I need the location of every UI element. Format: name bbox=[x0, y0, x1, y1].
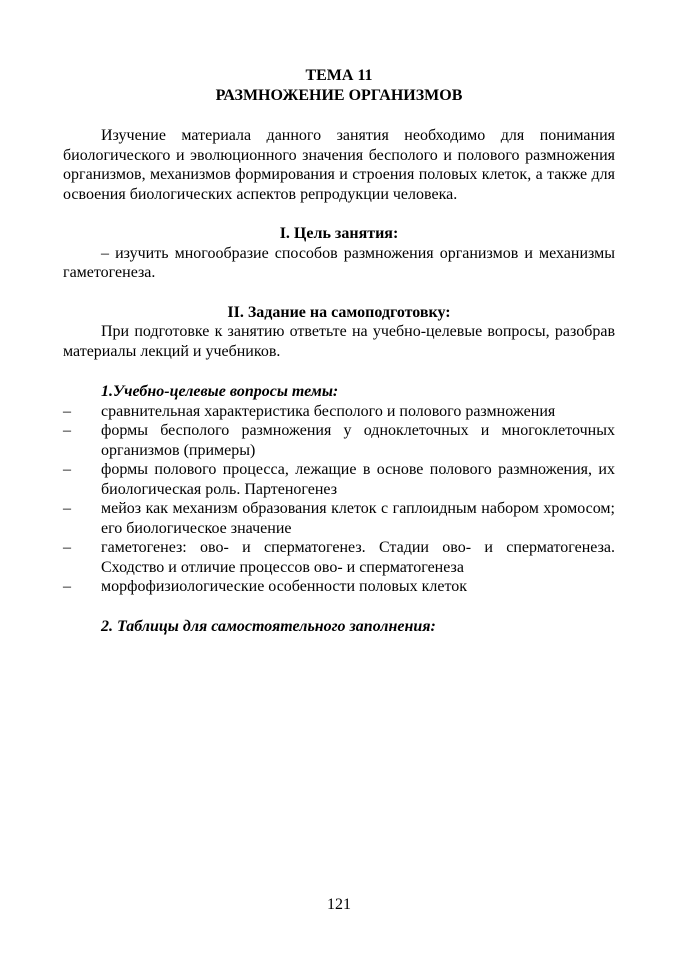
list-item bbox=[63, 460, 615, 499]
self-prep-title: II. Задание на самоподготовку: bbox=[227, 303, 451, 321]
dash-marker: – bbox=[63, 578, 71, 595]
list-item-text: гаметогенез: ово- и сперматогенез. Стадии ово- и сперматогенеза. Сходство и отличие процессов ово- и сперматогенеза bbox=[101, 539, 615, 576]
goal-text: – изучить многообразие способов размножения организмов и механизмы гаметогенеза. bbox=[63, 244, 615, 281]
topic-number: ТЕМА 11 bbox=[305, 67, 373, 84]
page-number: 121 bbox=[327, 896, 351, 913]
topic-title: РАЗМНОЖЕНИЕ ОРГАНИЗМОВ bbox=[215, 86, 463, 104]
tables-title: 2. Таблицы для самостоятельного заполнения: bbox=[101, 617, 436, 635]
list-item-text: мейоз как механизм образования клеток с гаплоидным набором хромосом; его биологическое значение bbox=[101, 500, 615, 537]
goal-title: I. Цель занятия: bbox=[279, 225, 399, 242]
list-item-text: сравнительная характеристика бесполого и полового размножения bbox=[101, 402, 556, 420]
dash-marker: – bbox=[63, 539, 71, 556]
tables-section bbox=[63, 617, 615, 637]
questions-list bbox=[63, 402, 615, 597]
dash-marker: – bbox=[63, 461, 71, 478]
list-item-text: формы бесполого размножения у одноклеточных и многоклеточных организмов (примеры) bbox=[101, 422, 615, 459]
list-item bbox=[63, 402, 615, 422]
list-item-text: морфофизиологические особенности половых клеток bbox=[101, 578, 468, 595]
list-item-text: формы полового процесса, лежащие в основе полового размножения, их биологическая роль. Партеногенез bbox=[101, 461, 615, 498]
dash-marker: – bbox=[63, 422, 71, 439]
list-item bbox=[63, 499, 615, 538]
document-page bbox=[63, 66, 615, 636]
intro-section bbox=[63, 126, 615, 204]
self-prep-text: При подготовке к занятию ответьте на учебно-целевые вопросы, разобрав материалы лекций и учебников. bbox=[63, 323, 615, 360]
list-item bbox=[63, 577, 615, 597]
goal-section bbox=[63, 224, 615, 283]
list-item bbox=[63, 538, 615, 577]
questions-title: 1.Учебно-целевые вопросы темы: bbox=[101, 383, 339, 400]
dash-marker: – bbox=[63, 500, 71, 517]
list-item bbox=[63, 421, 615, 460]
self-prep-section bbox=[63, 303, 615, 362]
intro-paragraph: Изучение материала данного занятия необходимо для понимания биологического и эволюционного значения бесполого и полового размножения организмов, механизмов формирования и строения половых клеток, а также для освоения биологических аспектов репродукции человека. bbox=[63, 127, 615, 203]
questions-section bbox=[63, 382, 615, 597]
dash-marker: – bbox=[63, 402, 71, 420]
